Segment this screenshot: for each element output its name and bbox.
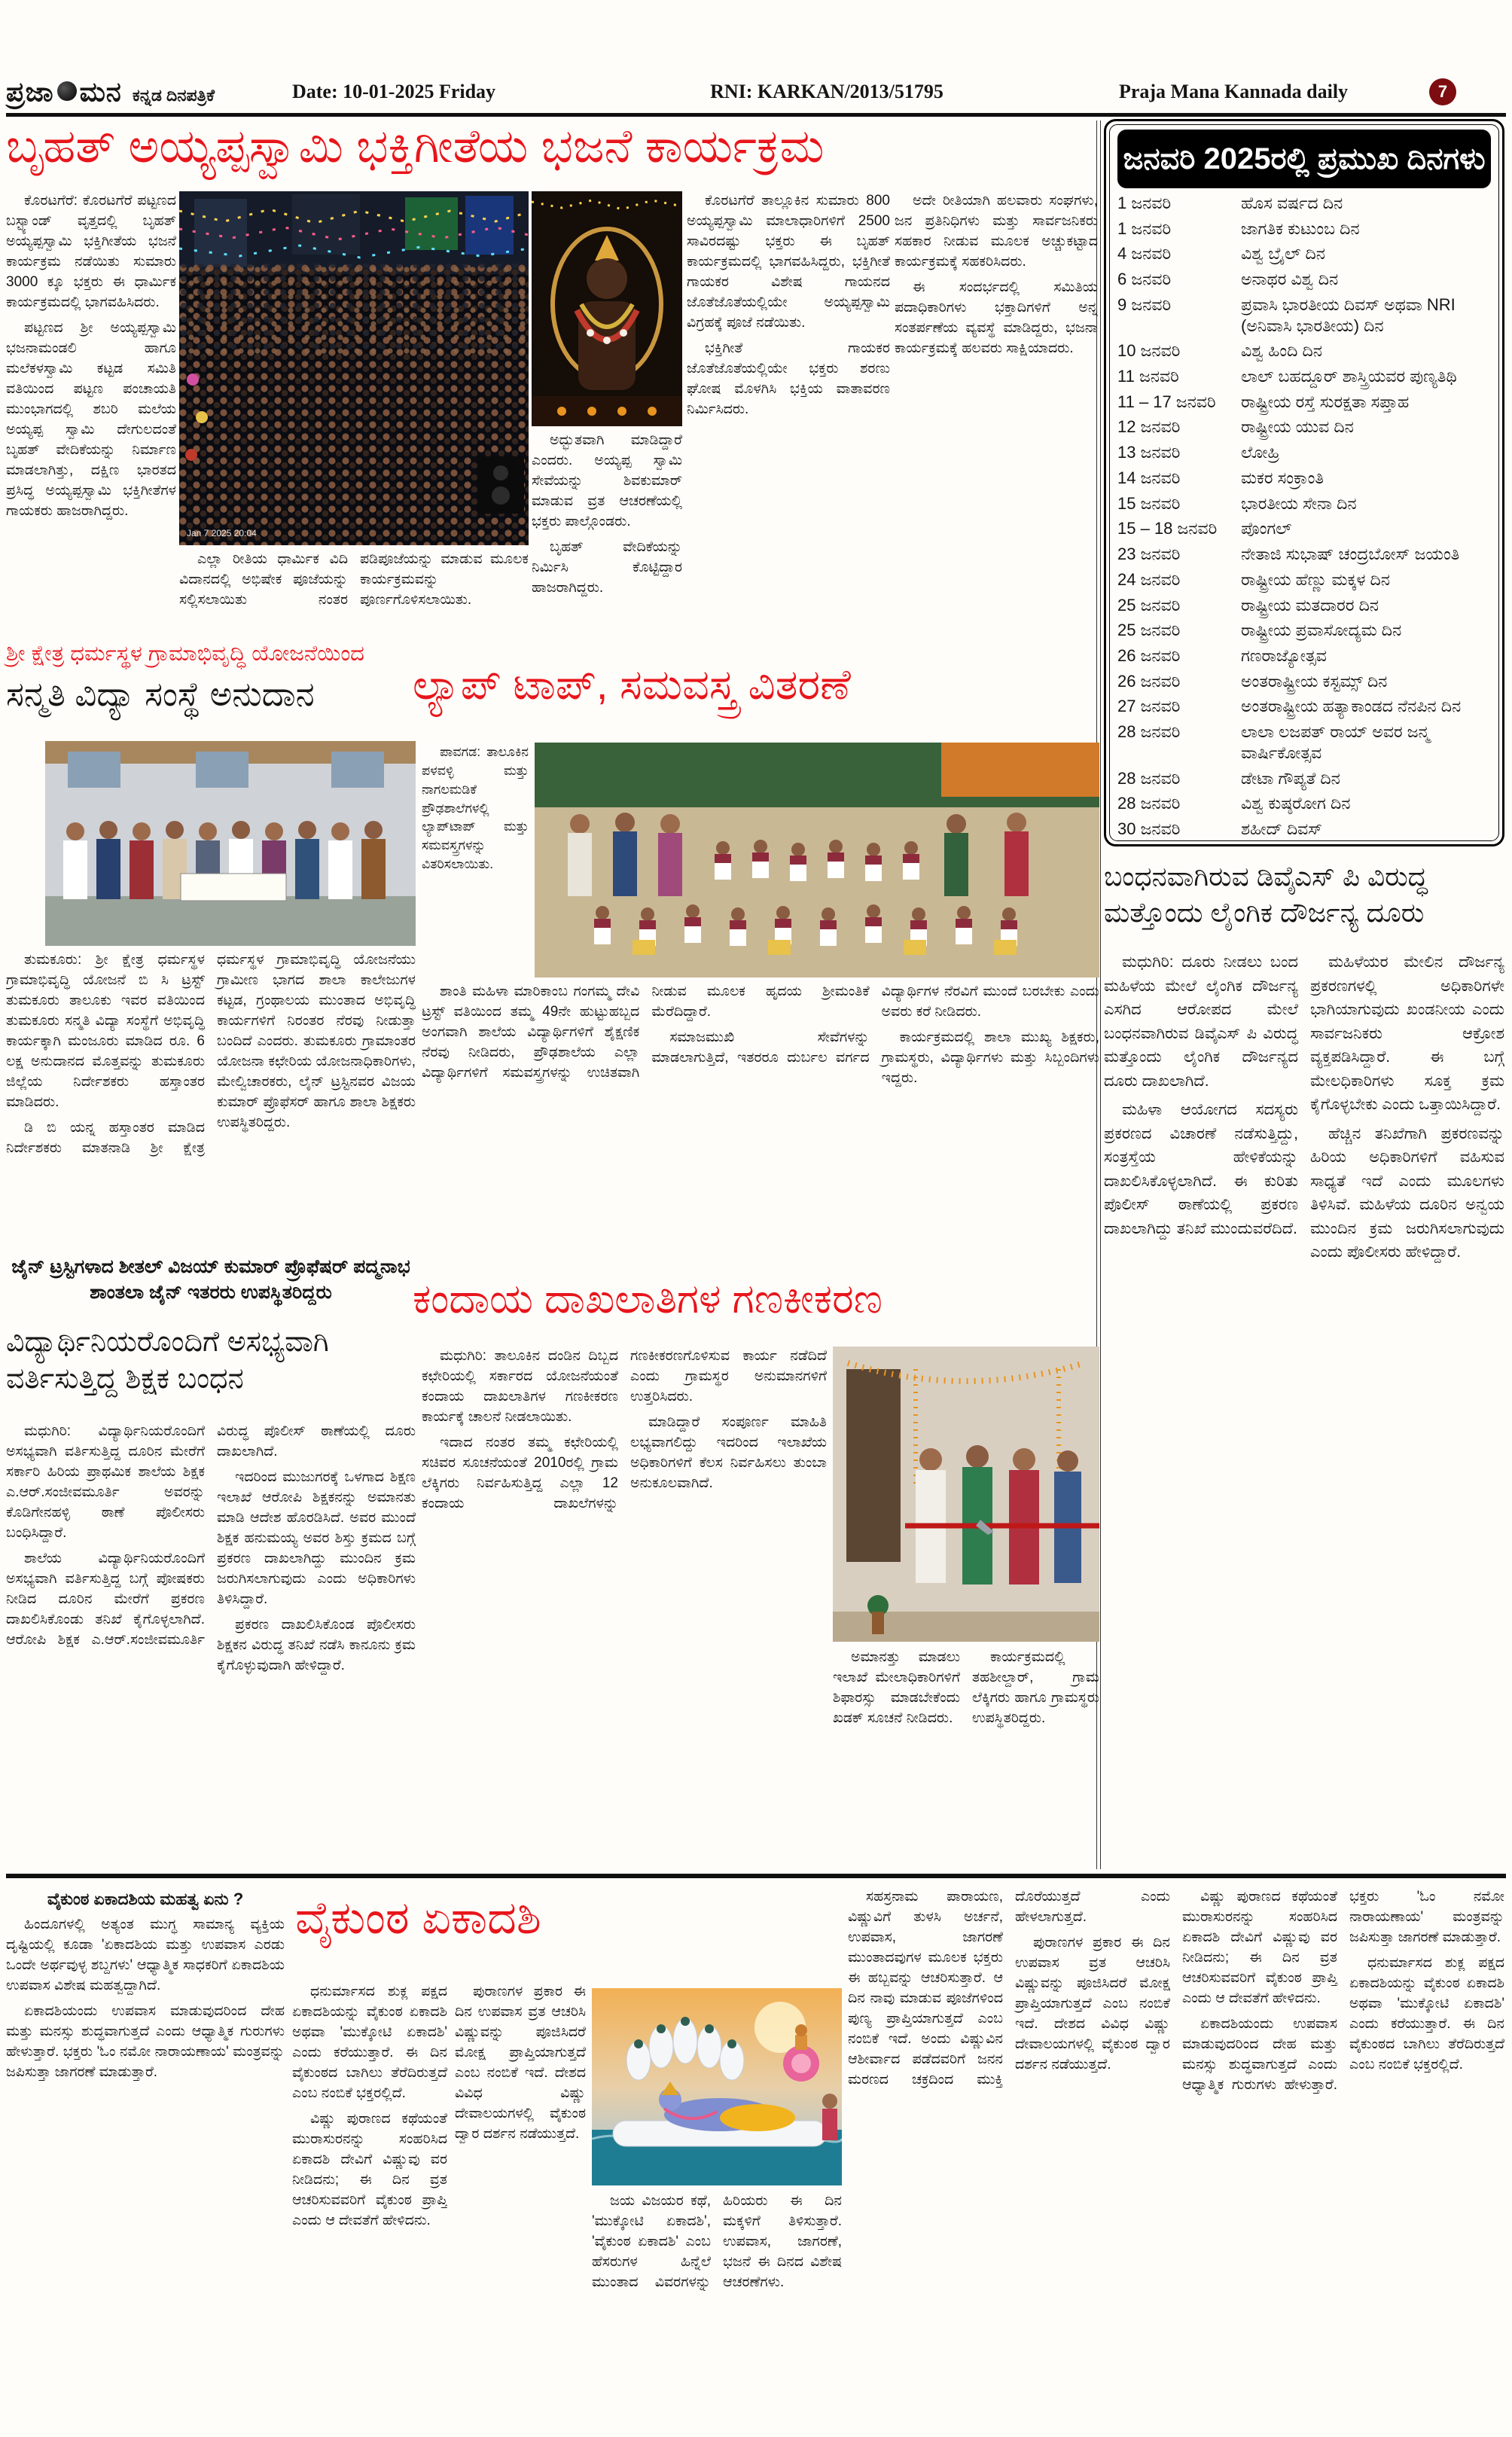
- masthead: [6, 76, 292, 108]
- calendar-row-event: ಲಾಲಾ ಲಜಪತ್ ರಾಯ್ ಅವರ ಜನ್ಮ ವಾರ್ಷಿಕೋತ್ಸವ: [1241, 722, 1430, 762]
- calendar-row: [1117, 518, 1491, 539]
- dharmasthala-body: [6, 950, 416, 1250]
- laptop-distribution-photo: [535, 743, 1099, 978]
- deity-photo: [532, 191, 682, 426]
- calendar-row-event: ಹೊಸ ವರ್ಷದ ದಿನ: [1241, 194, 1343, 212]
- calendar-row: [1117, 819, 1491, 840]
- calendar-row-event: ಪೊಂಗಲ್: [1241, 519, 1292, 538]
- calendar-row-date: 30 ಜನವರಿ: [1117, 819, 1181, 838]
- vaikuntha-col-2: [292, 1982, 447, 2431]
- calendar-list: [1117, 193, 1491, 840]
- calendar-inner: [1109, 124, 1499, 841]
- dharmasthala-kicker: ಶ್ರೀ ಕ್ಷೇತ್ರ ಧರ್ಮಸ್ಥಳ ಗ್ರಾಮಾಭಿವೃದ್ಧಿ ಯೋಜನೆಯಿಂದ: [6, 642, 364, 666]
- calendar-row-event: ಅನಾಥರ ವಿಶ್ವ ದಿನ: [1241, 270, 1339, 289]
- calendar-row: [1117, 544, 1491, 565]
- bhajan-p7: ಈ ಸಂದರ್ಭದಲ್ಲಿ ಸಮಿತಿಯ ಪದಾಧಿಕಾರಿಗಳು ಭಕ್ತಾದಿಗಳಿಗೆ ಅನ್ನ ಸಂತರ್ಪಣೆಯ ವ್ಯವಸ್ಥೆ ಮಾಡಿದ್ದರು, ಭಜನಾ ಕಾರ್ಯಕ್ರಮಕ್ಕೆ ಹಲವರು ಸಾಕ್ಷಿಯಾದರು.: [895, 279, 1098, 356]
- calendar-row-event: ರಾಷ್ಟ್ರೀಯ ರಸ್ತೆ ಸುರಕ್ಷತಾ ಸಪ್ತಾಹ: [1241, 392, 1410, 411]
- bhajan-col-f: [532, 431, 682, 631]
- calendar-row: [1117, 442, 1491, 463]
- dharmasthala-headline: ಸನ್ಮತಿ ವಿದ್ಯಾ ಸಂಸ್ಥೆ ಅನುದಾನ: [6, 675, 315, 713]
- calendar-row: [1117, 793, 1491, 814]
- kandaya-p4: ಅಮಾನತ್ತು ಮಾಡಲು ಇಲಾಖೆ ಮೇಲಾಧಿಕಾರಿಗಳಿಗೆ ಶಿಫಾರಸ್ಸು ಮಾಡಬೇಕೆಂದು ಖಡಕ್ ಸೂಚನೆ ನೀಡಿದರು.: [833, 1649, 960, 1726]
- vaikuntha-headline: ವೈಕುಂಠ ಏಕಾದಶಿ: [295, 1893, 541, 1943]
- calendar-row-date: 27 ಜನವರಿ: [1117, 697, 1181, 716]
- calendar-row-event: ಮಕರ ಸಂಕ್ರಾಂತಿ: [1241, 468, 1325, 487]
- calendar-row: [1117, 416, 1491, 438]
- calendar-row: [1117, 294, 1491, 336]
- header: [6, 72, 1506, 111]
- calendar-row-date: 28 ಜನವರಿ: [1117, 768, 1181, 788]
- laptop-p1: ಪಾವಗಡ: ತಾಲೂಕಿನ ಪಳವಳ್ಳಿ ಮತ್ತು ನಾಗಲಮಡಿಕೆ ಪ್ರೌಢಶಾಲೆಗಳಲ್ಲಿ ಲ್ಯಾಪ್‌ಟಾಪ್ ಮತ್ತು ಸಮವಸ್ತ್ರಗಳನ್ನು ವಿತರಿಸಲಾಯಿತು.: [422, 744, 529, 872]
- laptop-headline: ಲ್ಯಾಪ್ ಟಾಪ್, ಸಮವಸ್ತ್ರ ವಿತರಣೆ: [413, 660, 851, 708]
- teacher-p4: ಪ್ರಕರಣ ದಾಖಲಿಸಿಕೊಂಡ ಪೊಲೀಸರು ಶಿಕ್ಷಕನ ವಿರುದ್ಧ ತನಿಖೆ ನಡೆಸಿ ಕಾನೂನು ಕ್ರಮ ಕೈಗೊಳ್ಳುವುದಾಗಿ ಹೇಳಿದ್ದಾರೆ.: [217, 1616, 416, 1673]
- calendar-row-event: ಅಂತರಾಷ್ಟ್ರೀಯ ಹತ್ಯಾಕಾಂಡದ ನೆನಪಿನ ದಿನ: [1241, 697, 1462, 716]
- calendar-row-date: 15 – 18 ಜನವರಿ: [1117, 519, 1218, 538]
- calendar-row-date: 11 – 17 ಜನವರಿ: [1117, 392, 1216, 411]
- calendar-row: [1117, 340, 1491, 361]
- vaikuntha-p7: ಸಹಸ್ರನಾಮ ಪಾರಾಯಣ, ವಿಷ್ಣುವಿಗೆ ತುಳಸಿ ಅರ್ಚನೆ, ಉಪವಾಸ, ಜಾಗರಣೆ ಮುಂತಾದವುಗಳ ಮೂಲಕ ಭಕ್ತರು ಈ ಹಬ್ಬವನ್ನು ಆಚರಿಸುತ್ತಾರೆ. ಆ ದಿನ ನಾವು ಮಾಡುವ ಪೂಜೆಗಳಿಂದ ಪುಣ್ಯ ಪ್ರಾಪ್ತಿಯಾಗುತ್ತದೆ ಎಂಬ ನಂಬಿಕೆ ಇದೆ. ಅಂದು ವಿಷ್ಣುವಿನ ಆಶೀರ್ವಾದ ಪಡೆದವರಿಗೆ ಜನನ ಮರಣದ ಚಕ್ರದಿಂದ ಮುಕ್ತಿ ದೊರೆಯುತ್ತದೆ ಎಂದು ಹೇಳಲಾಗುತ್ತದೆ.: [848, 1889, 1170, 2088]
- header-name-en: Praja Mana Kannada daily: [1118, 81, 1349, 102]
- dharmasthala-trustee-line: ಜೈನ್ ಟ್ರಸ್ಟಿಗಳಾದ ಶೀತಲ್ ವಿಜಯ್ ಕುಮಾರ್ ಪ್ರೊಫೆಷರ್ ಪದ್ಮನಾಭ ಶಾಂತಲಾ ಜೈನ್ ಇತರರು ಉಪಸ್ಥಿತರಿದ್ದರು: [11, 1256, 410, 1303]
- calendar-row-event: ಪ್ರವಾಸಿ ಭಾರತೀಯ ದಿವಸ್ ಅಥವಾ NRI (ಅನಿವಾಸಿ ಭಾರತೀಯ) ದಿನ: [1241, 294, 1456, 335]
- kandaya-headline: ಕಂದಾಯ ದಾಖಲಾತಿಗಳ ಗಣಕೀಕರಣ: [413, 1276, 883, 1322]
- calendar-row-event: ಭಾರತೀಯ ಸೇನಾ ದಿನ: [1241, 493, 1357, 513]
- calendar-row-date: 12 ಜನವರಿ: [1117, 417, 1181, 437]
- vaikuntha-under-image: [592, 2191, 842, 2431]
- vishnu-illustration: [592, 1988, 842, 2185]
- calendar-box: [1104, 119, 1504, 846]
- calendar-row: [1117, 392, 1491, 413]
- calendar-row: [1117, 768, 1491, 789]
- logo-text-left: ಪ್ರಜಾ: [6, 75, 54, 107]
- calendar-row-event: ಡೇಟಾ ಗೌಪ್ಯತೆ ದಿನ: [1241, 768, 1340, 788]
- dysp-headline: [1104, 859, 1504, 930]
- crowd-photo: [179, 191, 529, 545]
- calendar-row-date: 13 ಜನವರಿ: [1117, 443, 1181, 462]
- calendar-row-event: ಶಹೀದ್ ದಿವಸ್: [1241, 819, 1323, 838]
- bhajan-col-c: [895, 191, 1098, 631]
- dysp-p2: ಮಹಿಳಾ ಆಯೋಗದ ಸದಸ್ಯರು ಪ್ರಕರಣದ ವಿಚಾರಣೆ ನಡೆಸುತ್ತಿದ್ದು, ಸಂತ್ರಸ್ತೆಯ ಹೇಳಿಕೆಯನ್ನು ದಾಖಲಿಸಿಕೊಳ್ಳಲಾಗಿದೆ. ಈ ಕುರಿತು ಪೊಲೀಸ್ ಠಾಣೆಯಲ್ಲಿ ಪ್ರಕರಣ ದಾಖಲಾಗಿದ್ದು ತನಿಖೆ ಮುಂದುವರೆದಿದೆ.: [1104, 1101, 1298, 1237]
- dysp-headline-line2: ಮತ್ತೊಂದು ಲೈಂಗಿಕ ದೌರ್ಜನ್ಯ ದೂರು: [1104, 896, 1425, 928]
- teacher-headline: [6, 1324, 416, 1398]
- calendar-row-date: 15 ಜನವರಿ: [1117, 493, 1181, 513]
- dharmasthala-photo: [45, 741, 416, 946]
- bhajan-p8: ಭಕ್ತಿಗೀತೆ ಗಾಯಕರ ಜೊತೆಜೊತೆಯಲ್ಲಿಯೇ ಭಕ್ತರು ಶರಣು ಘೋಷ ಮೊಳಗಿಸಿ ಭಕ್ತಿಯ ವಾತಾವರಣ ನಿರ್ಮಿಸಿದರು.: [687, 340, 890, 417]
- calendar-row-event: ಗಣರಾಜ್ಯೋತ್ಸವ: [1241, 645, 1327, 665]
- vaikuntha-right-cols: [848, 1887, 1504, 2431]
- calendar-row-date: 14 ಜನವರಿ: [1117, 468, 1181, 487]
- kandaya-p1: ಮಧುಗಿರಿ: ತಾಲೂಕಿನ ದಂಡಿನ ದಿಬ್ಬದ ಕಛೇರಿಯಲ್ಲಿ ಸರ್ಕಾರದ ಯೋಜನೆಯಂತೆ ಕಂದಾಯ ದಾಖಲಾತಿಗಳ ಗಣಕೀಕರಣ ಕಾರ್ಯಕ್ಕೆ ಚಾಲನೆ ನೀಡಲಾಯಿತು.: [422, 1348, 618, 1425]
- calendar-row-event: ವಿಶ್ವ ಬ್ರೈಲ್ ದಿನ: [1241, 244, 1325, 264]
- calendar-row: [1117, 721, 1491, 763]
- calendar-row-date: 23 ಜನವರಿ: [1117, 544, 1181, 564]
- bhajan-under-photo: [179, 550, 529, 631]
- bhajan-p5: ಅದ್ಭುತವಾಗಿ ಮಾಡಿದ್ದಾರೆ ಎಂದರು. ಅಯ್ಯಪ್ಪ ಸ್ವಾಮಿ ಸೇವೆಯನ್ನು ಶಿವಕುಮಾರ್ ಮಾಡುವ ವ್ರತ ಆಚರಣೆಯಲ್ಲಿ ಭಕ್ತರು ಪಾಲ್ಗೊಂಡರು.: [532, 432, 682, 529]
- bhajan-p9: ಬೃಹತ್ ವೇದಿಕೆಯನ್ನು ನಿರ್ಮಿಸಿ ಕೊಟ್ಟಿದ್ದಾರ ಹಾಜರಾಗಿದ್ದರು.: [532, 538, 682, 596]
- calendar-row-event: ನೇತಾಜಿ ಸುಭಾಷ್ ಚಂದ್ರಬೋಸ್ ಜಯಂತಿ: [1241, 544, 1460, 564]
- calendar-row-event: ಲೋಹ್ರಿ: [1241, 443, 1280, 462]
- calendar-row-date: 28 ಜನವರಿ: [1117, 722, 1181, 742]
- logo-subtitle: ಕನ್ನಡ ದಿನಪತ್ರಿಕೆ: [132, 85, 215, 105]
- vaikuntha-col-left: [6, 1887, 285, 2429]
- header-rule: [6, 113, 1506, 117]
- vaikuntha-p6: ಜಯ ವಿಜಯರ ಕಥೆ, 'ಮುಕ್ಕೋಟಿ ಏಕಾದಶಿ', 'ವೈಕುಂಠ ಏಕಾದಶಿ' ಎಂಬ ಹೆಸರುಗಳ ಹಿನ್ನೆಲೆ ಮುಂತಾದ ವಿವರಗಳನ್ನು ಹಿರಿಯರು ಈ ದಿನ ಮಕ್ಕಳಿಗೆ ತಿಳಿಸುತ್ತಾರೆ. ಉಪವಾಸ, ಜಾಗರಣೆ, ಭಜನೆ ಈ ದಿನದ ವಿಶೇಷ ಆಚರಣೆಗಳು.: [592, 2193, 842, 2290]
- calendar-row-date: 24 ಜನವರಿ: [1117, 569, 1181, 589]
- dysp-p3: ಮಹಿಳೆಯರ ಮೇಲಿನ ದೌರ್ಜನ್ಯ ಪ್ರಕರಣಗಳಲ್ಲಿ ಅಧಿಕಾರಿಗಳೇ ಭಾಗಿಯಾಗುವುದು ಖಂಡನೀಯ ಎಂದು ಸಾರ್ವಜನಿಕರು ಆಕ್ರೋಶ ವ್ಯಕ್ತಪಡಿಸಿದ್ದಾರೆ. ಈ ಬಗ್ಗೆ ಮೇಲಧಿಕಾರಿಗಳು ಸೂಕ್ತ ಕ್ರಮ ಕೈಗೊಳ್ಳಬೇಕು ಎಂದು ಒತ್ತಾಯಿಸಿದ್ದಾರೆ.: [1310, 953, 1504, 1113]
- teacher-body: [6, 1422, 416, 1866]
- calendar-row-event: ರಾಷ್ಟ್ರೀಯ ಹೆಣ್ಣು ಮಕ್ಕಳ ದಿನ: [1241, 569, 1390, 589]
- calendar-row: [1117, 620, 1491, 641]
- bhajan-col-a: [6, 191, 176, 631]
- calendar-row-event: ವಿಶ್ವ ಹಿಂದಿ ದಿನ: [1241, 341, 1322, 361]
- calendar-row-date: 11 ಜನವರಿ: [1117, 367, 1179, 386]
- laptop-col-mini: [422, 743, 529, 978]
- bhajan-p1: ಕೊರಟಗೆರೆ: ಕೊರಟಗೆರೆ ಪಟ್ಟಣದ ಬಸ್ಟ್ಯಾಂಡ್ ವೃತ್ತದಲ್ಲಿ ಬೃಹತ್ ಅಯ್ಯಪ್ಪಸ್ವಾಮಿ ಭಕ್ತಿಗೀತೆಯ ಭಜನೆ ಕಾರ್ಯಕ್ರಮ ನಡೆಯಿತು ಸುಮಾರು 3000 ಕ್ಕೂ ಭಕ್ತರು ಈ ಧಾರ್ಮಿಕ ಕಾರ್ಯಕ್ರಮದಲ್ಲಿ ಭಾಗವಹಿಸಿದರು.: [6, 193, 176, 310]
- calendar-row-date: 28 ಜನವರಿ: [1117, 794, 1181, 813]
- bhajan-p4: ಎಲ್ಲಾ ರೀತಿಯ ಧಾರ್ಮಿಕ ವಿದಿ ವಿದಾನದಲ್ಲಿ ಅಭಿಷೇಕ ಪೂಜೆಯನ್ನು ಸಲ್ಲಿಸಲಾಯಿತು ನಂತರ ಪಡಿಪೂಜೆಯನ್ನು ಮಾಡುವ ಮೂಲಕ ಕಾರ್ಯಕ್ರಮವನ್ನು ಪೂರ್ಣಗೊಳಿಸಲಾಯಿತು.: [179, 551, 529, 608]
- calendar-row: [1117, 671, 1491, 692]
- vaikuntha-p3: ಪುರಾಣಗಳ ಪ್ರಕಾರ ಈ ದಿನ ಉಪವಾಸ ವ್ರತ ಆಚರಿಸಿ ವಿಷ್ಣುವನ್ನು ಪೂಜಿಸಿದರೆ ಮೋಕ್ಷ ಪ್ರಾಪ್ತಿಯಾಗುತ್ತದೆ ಎಂಬ ನಂಬಿಕೆ ಇದೆ. ದೇಶದ ವಿವಿಧ ವಿಷ್ಣು ದೇವಾಲಯಗಳಲ್ಲಿ ವೈಕುಂಠ ದ್ವಾರ ದರ್ಶನ ನಡೆಯುತ್ತದೆ.: [455, 1984, 586, 2142]
- teacher-p1: ಮಧುಗಿರಿ: ವಿದ್ಯಾರ್ಥಿನಿಯರೊಂದಿಗೆ ಅಸಭ್ಯವಾಗಿ ವರ್ತಿಸುತ್ತಿದ್ದ ದೂರಿನ ಮೇರೆಗೆ ಸರ್ಕಾರಿ ಹಿರಿಯ ಪ್ರಾಥಮಿಕ ಶಾಲೆಯ ಶಿಕ್ಷಕ ಎ.ಆರ್.ಸಂಜೀವಮೂರ್ತಿ ಅವರನ್ನು ಕೊಡಿಗೇನಹಳ್ಳಿ ಠಾಣೆ ಪೊಲೀಸರು ಬಂಧಿಸಿದ್ದಾರೆ.: [6, 1423, 205, 1541]
- calendar-row-date: 10 ಜನವರಿ: [1117, 341, 1181, 361]
- laptop-p4: ಕಾರ್ಯಕ್ರಮದಲ್ಲಿ ಶಾಲಾ ಮುಖ್ಯ ಶಿಕ್ಷಕರು, ಗ್ರಾಮಸ್ಥರು, ವಿದ್ಯಾರ್ಥಿಗಳು ಮತ್ತು ಸಿಬ್ಬಂದಿಗಳು ಇದ್ದರು.: [881, 1029, 1099, 1086]
- vaikuntha-p2: ಧನುರ್ಮಾಸದ ಶುಕ್ಲ ಪಕ್ಷದ ಏಕಾದಶಿಯನ್ನು ವೈಕುಂಠ ಏಕಾದಶಿ ಅಥವಾ 'ಮುಕ್ಕೋಟಿ ಏಕಾದಶಿ' ಎಂದು ಕರೆಯುತ್ತಾರೆ. ಈ ದಿನ ವೈಕುಂಠದ ಬಾಗಿಲು ತೆರೆದಿರುತ್ತದೆ ಎಂಬ ನಂಬಿಕೆ ಭಕ್ತರಲ್ಲಿದೆ.: [292, 1984, 447, 2101]
- dysp-body: [1104, 950, 1504, 1868]
- calendar-row: [1117, 366, 1491, 387]
- calendar-row-date: 9 ಜನವರಿ: [1117, 294, 1172, 314]
- photo-watermark: Jan 7 2025 20:04: [187, 528, 257, 538]
- vaikuntha-col-3: [455, 1982, 586, 2431]
- laptop-p3: ಸಮಾಜಮುಖಿ ಸೇವೆಗಳನ್ನು ಮಾಡಲಾಗುತ್ತಿದೆ, ಇತರರೂ ದುರ್ಬಲ ವರ್ಗದ ವಿದ್ಯಾರ್ಥಿಗಳ ನೆರವಿಗೆ ಮುಂದೆ ಬರಬೇಕು ಎಂದು ಅವರು ಕರೆ ನೀಡಿದರು.: [651, 984, 1099, 1066]
- kandaya-body-left: [422, 1347, 827, 1869]
- kandaya-p2: ಇದಾದ ನಂತರ ತಮ್ಮ ಕಛೇರಿಯಲ್ಲಿ ಸಚಿವರ ಸೂಚನೆಯಂತೆ 2010ರಲ್ಲಿ ಗ್ರಾಮ ಲೆಕ್ಕಿಗರು ನಿರ್ವಹಿಸುತ್ತಿದ್ದ ಎಲ್ಲಾ 12 ಕಂದಾಯ ದಾಖಲೆಗಳನ್ನು ಗಣಕೀಕರಣಗೊಳಿಸುವ ಕಾರ್ಯ ನಡೆದಿದೆ ಎಂದು ಗ್ರಾಮಸ್ಥರ ಅನುಮಾನಗಳಿಗೆ ಉತ್ತರಿಸಿದರು.: [422, 1348, 827, 1511]
- calendar-row-event: ಜಾಗತಿಕ ಕುಟುಂಬ ದಿನ: [1241, 218, 1360, 238]
- bhajan-p6: ಅದೇ ರೀತಿಯಾಗಿ ಹಲವಾರು ಸಂಘಗಳು, ಜನ ಪ್ರತಿನಿಧಿಗಳು ಮತ್ತು ಸಾರ್ವಜನಿಕರು ಸಹಕಾರ ನೀಡುವ ಮೂಲಕ ಅಚ್ಚುಕಟ್ಟಾದ ಕಾರ್ಯಕ್ರಮಕ್ಕೆ ಸಹಕರಿಸಿದರು.: [895, 193, 1098, 270]
- calendar-row: [1117, 493, 1491, 514]
- calendar-row: [1117, 193, 1491, 214]
- calendar-row: [1117, 218, 1491, 239]
- dysp-headline-line1: ಬಂಧನವಾಗಿರುವ ಡಿವೈಎಸ್ ಪಿ ವಿರುದ್ಧ: [1104, 861, 1428, 892]
- logo-text-right: ಮನ: [79, 75, 122, 107]
- calendar-row: [1117, 645, 1491, 666]
- calendar-row-date: 25 ಜನವರಿ: [1117, 621, 1181, 640]
- main-headline: ಬೃಹತ್ ಅಯ್ಯಪ್ಪಸ್ವಾಮಿ ಭಕ್ತಿಗೀತೆಯ ಭಜನೆ ಕಾರ್ಯಕ್ರಮ: [6, 120, 825, 172]
- calendar-title: ಜನವರಿ 2025ರಲ್ಲಿ ಪ್ರಮುಖ ದಿನಗಳು: [1117, 130, 1491, 188]
- teacher-p2: ಶಾಲೆಯ ವಿದ್ಯಾರ್ಥಿನಿಯರೊಂದಿಗೆ ಅಸಭ್ಯವಾಗಿ ವರ್ತಿಸುತ್ತಿದ್ದ ಬಗ್ಗೆ ಪೋಷಕರು ನೀಡಿದ ದೂರಿನ ಮೇರೆಗೆ ಪ್ರಕರಣ ದಾಖಲಿಸಿಕೊಂಡು ತನಿಖೆ ಕೈಗೊಳ್ಳಲಾಗಿದೆ. ಆರೋಪಿ ಶಿಕ್ಷಕ ಎ.ಆರ್.ಸಂಜೀವಮೂರ್ತಿ ವಿರುದ್ಧ ಪೊಲೀಸ್ ಠಾಣೆಯಲ್ಲಿ ದೂರು ದಾಖಲಾಗಿದೆ.: [6, 1423, 416, 1648]
- calendar-row-event: ರಾಷ್ಟ್ರೀಯ ಯುವ ದಿನ: [1241, 417, 1354, 437]
- calendar-row-date: 26 ಜನವರಿ: [1117, 645, 1181, 665]
- vaikuntha-p11: ಧನುರ್ಮಾಸದ ಶುಕ್ಲ ಪಕ್ಷದ ಏಕಾದಶಿಯನ್ನು ವೈಕುಂಠ ಏಕಾದಶಿ ಅಥವಾ 'ಮುಕ್ಕೋಟಿ ಏಕಾದಶಿ' ಎಂದು ಕರೆಯುತ್ತಾರೆ. ಈ ದಿನ ವೈಕುಂಠದ ಬಾಗಿಲು ತೆರೆದಿರುತ್ತದೆ ಎಂಬ ನಂಬಿಕೆ ಭಕ್ತರಲ್ಲಿದೆ.: [1349, 1954, 1504, 2073]
- vaikuntha-p9: ವಿಷ್ಣು ಪುರಾಣದ ಕಥೆಯಂತೆ ಮುರಾಸುರನನ್ನು ಸಂಹರಿಸಿದ ಏಕಾದಶಿ ದೇವಿಗೆ ವಿಷ್ಣುವು ವರ ನೀಡಿದನು; ಈ ದಿನ ವ್ರತ ಆಚರಿಸುವವರಿಗೆ ವೈಕುಂಠ ಪ್ರಾಪ್ತಿ ಎಂದು ಆ ದೇವತೆಗೆ ಹೇಳಿದನು.: [1182, 1889, 1337, 2006]
- kandaya-p5: ಕಾರ್ಯಕ್ರಮದಲ್ಲಿ ತಹಶೀಲ್ದಾರ್, ಗ್ರಾಮ ಲೆಕ್ಕಿಗರು ಹಾಗೂ ಗ್ರಾಮಸ್ಥರು ಉಪಸ್ಥಿತರಿದ್ದರು.: [972, 1649, 1099, 1726]
- calendar-row-event: ವಿಶ್ವ ಕುಷ್ಠರೋಗ ದಿನ: [1241, 794, 1351, 813]
- bhajan-col-b: [687, 191, 890, 631]
- vaikuntha-p5: ವಿಷ್ಣು ಪುರಾಣದ ಕಥೆಯಂತೆ ಮುರಾಸುರನನ್ನು ಸಂಹರಿಸಿದ ಏಕಾದಶಿ ದೇವಿಗೆ ವಿಷ್ಣುವು ವರ ನೀಡಿದನು; ಈ ದಿನ ವ್ರತ ಆಚರಿಸುವವರಿಗೆ ವೈಕುಂಠ ಪ್ರಾಪ್ತಿ ಎಂದು ಆ ದೇವತೆಗೆ ಹೇಳಿದನು.: [292, 2110, 447, 2228]
- dharmasthala-p1: ತುಮಕೂರು: ಶ್ರೀ ಕ್ಷೇತ್ರ ಧರ್ಮಸ್ಥಳ ಗ್ರಾಮಾಭಿವೃದ್ಧಿ ಯೋಜನೆ ಬಿ ಸಿ ಟ್ರಸ್ಟ್ ತುಮಕೂರು ತಾಲೂಕು ಇವರ ವತಿಯಿಂದ ತುಮಕೂರು ಸನ್ಮತಿ ವಿದ್ಯಾ ಸಂಸ್ಥೆಗೆ ಅಭಿವೃದ್ಧಿ ಕಾರ್ಯಕ್ಕಾಗಿ ಮಂಜೂರು ಮಾಡಿದ ರೂ. 6 ಲಕ್ಷ ಅನುದಾನದ ಮೊತ್ತವನ್ನು ತುಮಕೂರು ಜಿಲ್ಲೆಯ ನಿರ್ದೇಶಕರು ಹಸ್ತಾಂತರ ಮಾಡಿದರು.: [6, 952, 205, 1110]
- calendar-row-event: ರಾಷ್ಟ್ರೀಯ ಮತದಾರರ ದಿನ: [1241, 595, 1379, 615]
- kandaya-body-under-photo: [833, 1648, 1099, 1869]
- calendar-row-date: 1 ಜನವರಿ: [1117, 218, 1172, 238]
- laptop-p2: ಶಾಂತಿ ಮಹಿಳಾ ಮಾರಿಕಾಂಬ ಗಂಗಮ್ಮ ದೇವಿ ಟ್ರಸ್ಟ್ ವತಿಯಿಂದ ತಮ್ಮ 49ನೇ ಹುಟ್ಟುಹಬ್ಬದ ಅಂಗವಾಗಿ ಶಾಲೆಯ ವಿದ್ಯಾರ್ಥಿಗಳಿಗೆ ಶೈಕ್ಷಣಿಕ ನೆರವು ನೀಡಿದರು, ಪ್ರೌಢಶಾಲೆಯ ಎಲ್ಲಾ ವಿದ್ಯಾರ್ಥಿಗಳಿಗೆ ಸಮವಸ್ತ್ರಗಳನ್ನು ಉಚಿತವಾಗಿ ನೀಡುವ ಮೂಲಕ ಹೃದಯ ಶ್ರೀಮಂತಿಕೆ ಮೆರೆದಿದ್ದಾರೆ.: [422, 984, 870, 1081]
- page-number-badge: 7: [1429, 78, 1456, 105]
- bhajan-p3: ಕೊರಟಗೆರೆ ತಾಲ್ಲೂಕಿನ ಸುಮಾರು 800 ಅಯ್ಯಪ್ಪಸ್ವಾಮಿ ಮಾಲಾಧಾರಿಗಳಿಗೆ 2500 ಸಾವಿರದಷ್ಟು ಭಕ್ತರು ಈ ಬೃಹತ್ ಕಾರ್ಯಕ್ರಮದಲ್ಲಿ ಭಾಗವಹಿಸಿದ್ದರು, ಭಕ್ತಿಗೀತೆ ಗಾಯಕರ ವಿಶೇಷ ಗಾಯನದ ಜೊತೆಜೊತೆಯಲ್ಲಿಯೇ ಅಯ್ಯಪ್ಪಸ್ವಾಮಿ ವಿಗ್ರಹಕ್ಕೆ ಪೂಜೆ ನಡೆಯಿತು.: [687, 193, 890, 331]
- calendar-row-date: 26 ಜನವರಿ: [1117, 671, 1181, 691]
- calendar-row: [1117, 569, 1491, 590]
- teacher-p3: ಇದರಿಂದ ಮುಜುಗರಕ್ಕೆ ಒಳಗಾದ ಶಿಕ್ಷಣ ಇಲಾಖೆ ಆರೋಪಿ ಶಿಕ್ಷಕನನ್ನು ಅಮಾನತು ಮಾಡಿ ಆದೇಶ ಹೊರಡಿಸಿದೆ. ಅವರ ಮುಂದೆ ಶಿಕ್ಷಕ ಹನುಮಯ್ಯ ಅವರ ಶಿಸ್ತು ಕ್ರಮದ ಬಗ್ಗೆ ಪ್ರಕರಣ ದಾಖಲಾಗಿದ್ದು ಮುಂದಿನ ಕ್ರಮ ಜರುಗಿಸಲಾಗುವುದು ಎಂದು ಅಧಿಕಾರಿಗಳು ತಿಳಿಸಿದ್ದಾರೆ.: [217, 1469, 416, 1607]
- dharmasthala-p2: ಡಿ ಬಿ ಯನ್ನ ಹಸ್ತಾಂತರ ಮಾಡಿದ ನಿರ್ದೇಶಕರು ಮಾತನಾಡಿ ಶ್ರೀ ಕ್ಷೇತ್ರ ಧರ್ಮಸ್ಥಳ ಗ್ರಾಮಾಭಿವೃದ್ಧಿ ಯೋಜನೆಯು ಗ್ರಾಮೀಣ ಭಾಗದ ಶಾಲಾ ಕಾಲೇಜುಗಳ ಕಟ್ಟಡ, ಗ್ರಂಥಾಲಯ ಮುಂತಾದ ಅಭಿವೃದ್ಧಿ ಕಾರ್ಯಗಳಿಗೆ ನಿರಂತರ ನೆರವು ನೀಡುತ್ತಾ ಬಂದಿದೆ ಎಂದರು. ತುಮಕೂರು ಗ್ರಾಮಾಂತರ ಯೋಜನಾ ಕಛೇರಿಯ ಯೋಜನಾಧಿಕಾರಿಗಳು, ಮೇಲ್ವಿಚಾರಕರು, ಲೈನ್ ಟ್ರಸ್ಟಿನವರ ವಿಜಯ ಕುಮಾರ್ ಪ್ರೊಫೆಸರ್ ಹಾಗೂ ಶಾಲಾ ಶಿಕ್ಷಕರು ಉಪಸ್ಥಿತರಿದ್ದರು.: [6, 952, 416, 1156]
- header-rni: RNI: KARKAN/2013/51795: [710, 81, 943, 102]
- calendar-row-date: 4 ಜನವರಿ: [1117, 244, 1172, 264]
- calendar-row: [1117, 243, 1491, 264]
- logo-emblem-icon: [57, 81, 77, 101]
- bhajan-p2: ಪಟ್ಟಣದ ಶ್ರೀ ಅಯ್ಯಪ್ಪಸ್ವಾಮಿ ಭಜನಾಮಂಡಲಿ ಹಾಗೂ ಮಲೆಕಳಸ್ವಾಮಿ ಕಟ್ಟಡ ಸಮಿತಿ ವತಿಯಿಂದ ಪಟ್ಟಣ ಪಂಚಾಯತಿ ಮುಂಭಾಗದಲ್ಲಿ ಶಬರಿ ಮಲೆಯ ಅಯ್ಯಪ್ಪ ಸ್ವಾಮಿ ದೇಗುಲದಂತೆ ಬೃಹತ್ ವೇದಿಕೆಯನ್ನು ನಿರ್ಮಾಣ ಮಾಡಲಾಗಿತ್ತು, ದಕ್ಷಿಣ ಭಾರತದ ಪ್ರಸಿದ್ಧ ಅಯ್ಯಪ್ಪಸ್ವಾಮಿ ಭಕ್ತಿಗೀತೆಗಳ ಗಾಯಕರು ಹಾಜರಾಗಿದ್ದರು.: [6, 319, 176, 519]
- calendar-row: [1117, 269, 1491, 290]
- teacher-headline-line2: ವರ್ತಿಸುತ್ತಿದ್ದ ಶಿಕ್ಷಕ ಬಂಧನ: [6, 1363, 244, 1395]
- header-date: Date: 10-01-2025 Friday: [292, 81, 496, 102]
- calendar-row: [1117, 468, 1491, 489]
- teacher-headline-line1: ವಿದ್ಯಾರ್ಥಿನಿಯರೊಂದಿಗೆ ಅಸಭ್ಯವಾಗಿ: [6, 1326, 329, 1358]
- calendar-row: [1117, 696, 1491, 717]
- dysp-p1: ಮಧುಗಿರಿ: ದೂರು ನೀಡಲು ಬಂದ ಮಹಿಳೆಯ ಮೇಲೆ ಲೈಂಗಿಕ ದೌರ್ಜನ್ಯ ಎಸಗಿದ ಆರೋಪದ ಮೇಲೆ ಬಂಧನವಾಗಿರುವ ಡಿವೈಎಸ್ ಪಿ ವಿರುದ್ಧ ಮತ್ತೊಂದು ಲೈಂಗಿಕ ದೌರ್ಜನ್ಯದ ದೂರು ದಾಖಲಾಗಿದೆ.: [1104, 953, 1298, 1090]
- calendar-row-event: ಅಂತರಾಷ್ಟ್ರೀಯ ಕಸ್ಟಮ್ಸ್ ದಿನ: [1241, 671, 1388, 691]
- calendar-row-event: ಲಾಲ್ ಬಹದ್ದೂರ್ ಶಾಸ್ತ್ರಿಯವರ ಪುಣ್ಯತಿಥಿ: [1241, 367, 1457, 386]
- calendar-row-date: 25 ಜನವರಿ: [1117, 595, 1181, 615]
- section-rule: [6, 1874, 1506, 1878]
- calendar-row-date: 1 ಜನವರಿ: [1117, 194, 1172, 212]
- calendar-row-event: ರಾಷ್ಟ್ರೀಯ ಪ್ರವಾಸೋದ್ಯಮ ದಿನ: [1241, 621, 1402, 640]
- vaikuntha-question: ವೈಕುಂಠ ಏಕಾದಶಿಯ ಮಹತ್ವ ಏನು ?: [47, 1890, 244, 1908]
- ribbon-cutting-photo: [833, 1347, 1099, 1642]
- vaikuntha-p10: ಏಕಾದಶಿಯಂದು ಉಪವಾಸ ಮಾಡುವುದರಿಂದ ದೇಹ ಮತ್ತು ಮನಸ್ಸು ಶುದ್ಧವಾಗುತ್ತದೆ ಎಂದು ಆಧ್ಯಾತ್ಮಿಕ ಗುರುಗಳು ಹೇಳುತ್ತಾರೆ. ಭಕ್ತರು 'ಓಂ ನಮೋ ನಾರಾಯಣಾಯ' ಮಂತ್ರವನ್ನು ಜಪಿಸುತ್ತಾ ಜಾಗರಣೆ ಮಾಡುತ್ತಾರೆ.: [1182, 1889, 1504, 2093]
- vaikuntha-p4: ಏಕಾದಶಿಯಂದು ಉಪವಾಸ ಮಾಡುವುದರಿಂದ ದೇಹ ಮತ್ತು ಮನಸ್ಸು ಶುದ್ಧವಾಗುತ್ತದೆ ಎಂದು ಆಧ್ಯಾತ್ಮಿಕ ಗುರುಗಳು ಹೇಳುತ್ತಾರೆ. ಭಕ್ತರು 'ಓಂ ನಮೋ ನಾರಾಯಣಾಯ' ಮಂತ್ರವನ್ನು ಜಪಿಸುತ್ತಾ ಜಾಗರಣೆ ಮಾಡುತ್ತಾರೆ.: [6, 2003, 285, 2081]
- calendar-row: [1117, 595, 1491, 616]
- kandaya-p3: ಮಾಡಿದ್ದಾರೆ ಸಂಪೂರ್ಣ ಮಾಹಿತಿ ಲಭ್ಯವಾಗಲಿದ್ದು ಇದರಿಂದ ಇಲಾಖೆಯ ಅಧಿಕಾರಿಗಳಿಗೆ ಕೆಲಸ ನಿರ್ವಹಿಸಲು ತುಂಬಾ ಅನುಕೂಲವಾಗಿದೆ.: [630, 1414, 827, 1491]
- dysp-p4: ಹೆಚ್ಚಿನ ತನಿಖೆಗಾಗಿ ಪ್ರಕರಣವನ್ನು ಹಿರಿಯ ಅಧಿಕಾರಿಗಳಿಗೆ ವಹಿಸುವ ಸಾಧ್ಯತೆ ಇದೆ ಎಂದು ಮೂಲಗಳು ತಿಳಿಸಿವೆ. ಮಹಿಳೆಯ ದೂರಿನ ಅನ್ವಯ ಮುಂದಿನ ಕ್ರಮ ಜರುಗಿಸಲಾಗುವುದು ಎಂದು ಪೊಲೀಸರು ಹೇಳಿದ್ದಾರೆ.: [1310, 1124, 1504, 1261]
- vaikuntha-p8: ಪುರಾಣಗಳ ಪ್ರಕಾರ ಈ ದಿನ ಉಪವಾಸ ವ್ರತ ಆಚರಿಸಿ ವಿಷ್ಣುವನ್ನು ಪೂಜಿಸಿದರೆ ಮೋಕ್ಷ ಪ್ರಾಪ್ತಿಯಾಗುತ್ತದೆ ಎಂಬ ನಂಬಿಕೆ ಇದೆ. ದೇಶದ ವಿವಿಧ ವಿಷ್ಣು ದೇವಾಲಯಗಳಲ್ಲಿ ವೈಕುಂಠ ದ್ವಾರ ದರ್ಶನ ನಡೆಯುತ್ತದೆ.: [1015, 1934, 1170, 2073]
- vaikuntha-p1: ಹಿಂದೂಗಳಲ್ಲಿ ಅತ್ಯಂತ ಮುಗ್ಧ ಸಾಮಾನ್ಯ ವ್ಯಕ್ತಿಯ ದೃಷ್ಟಿಯಲ್ಲಿ ಕೂಡಾ 'ಏಕಾದಶಿಯ ಮತ್ತು ಉಪವಾಸ ಎರಡು ಒಂದೇ ಅರ್ಥವುಳ್ಳ ಶಬ್ದಗಳು' ಆಧ್ಯಾತ್ಮಿಕ ಸಾಧಕರಿಗೆ ಏಕಾದಶಿಯ ಉಪವಾಸ ವಿಶೇಷ ಮಹತ್ವದ್ದಾಗಿದೆ.: [6, 1917, 285, 1994]
- laptop-body: [422, 982, 1099, 1273]
- calendar-row-date: 6 ಜನವರಿ: [1117, 270, 1172, 289]
